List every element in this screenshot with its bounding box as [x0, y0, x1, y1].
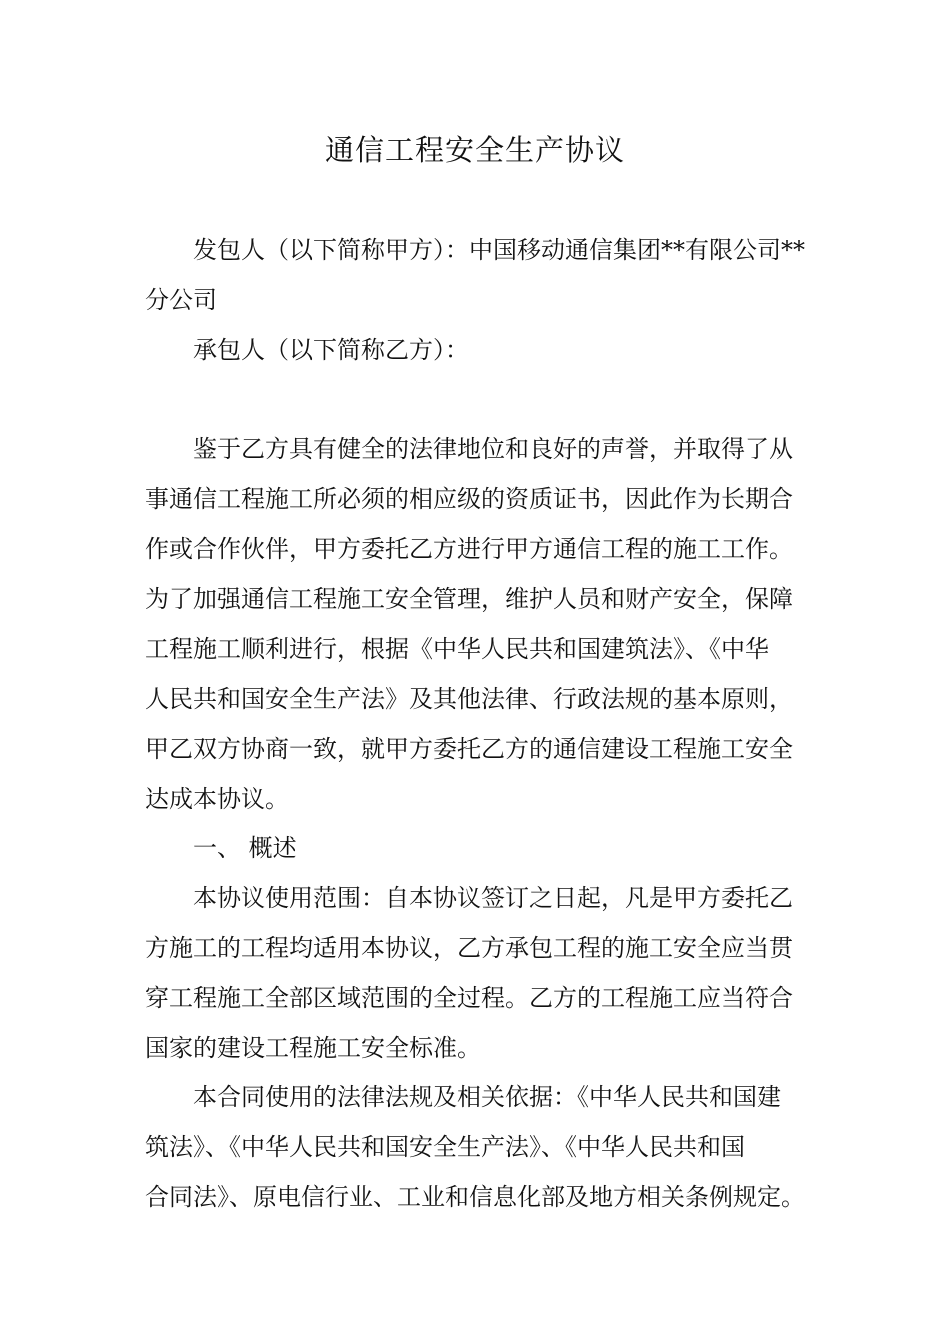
- scope-line: 方施工的工程均适用本协议，乙方承包工程的施工安全应当贯: [145, 934, 793, 962]
- basis-line: 本合同使用的法律法规及相关依据：《中华人民共和国建: [193, 1083, 781, 1111]
- preamble-line: 作或合作伙伴，甲方委托乙方进行甲方通信工程的施工工作。: [145, 535, 793, 563]
- scope-line: 国家的建设工程施工安全标准。: [145, 1034, 481, 1062]
- preamble-line: 甲乙双方协商一致，就甲方委托乙方的通信建设工程施工安全: [145, 735, 793, 763]
- section-heading: 一、 概述: [193, 834, 297, 862]
- preamble-line: 鉴于乙方具有健全的法律地位和良好的声誉，并取得了从: [193, 435, 793, 463]
- preamble-line: 人民共和国安全生产法》及其他法律、行政法规的基本原则，: [145, 685, 793, 713]
- basis-line: 合同法》、原电信行业、工业和信息化部及地方相关条例规定。: [145, 1183, 805, 1211]
- scope-line: 穿工程施工全部区域范围的全过程。乙方的工程施工应当符合: [145, 984, 793, 1012]
- party-a-line-1: 发包人（以下简称甲方）：中国移动通信集团**有限公司**: [193, 236, 805, 264]
- party-a-line-2: 分公司: [145, 286, 217, 314]
- scope-line: 本协议使用范围：自本协议签订之日起，凡是甲方委托乙: [193, 884, 793, 912]
- document-title: 通信工程安全生产协议: [324, 133, 625, 167]
- preamble-line: 为了加强通信工程施工安全管理，维护人员和财产安全，保障: [145, 585, 793, 613]
- preamble-line: 事通信工程施工所必须的相应级的资质证书，因此作为长期合: [145, 485, 793, 513]
- preamble-line: 工程施工顺利进行，根据《中华人民共和国建筑法》、《中华: [145, 635, 769, 663]
- preamble-line: 达成本协议。: [145, 785, 289, 813]
- basis-line: 筑法》、《中华人民共和国安全生产法》、《中华人民共和国: [145, 1133, 745, 1161]
- party-b-line: 承包人（以下简称乙方）：: [193, 336, 469, 364]
